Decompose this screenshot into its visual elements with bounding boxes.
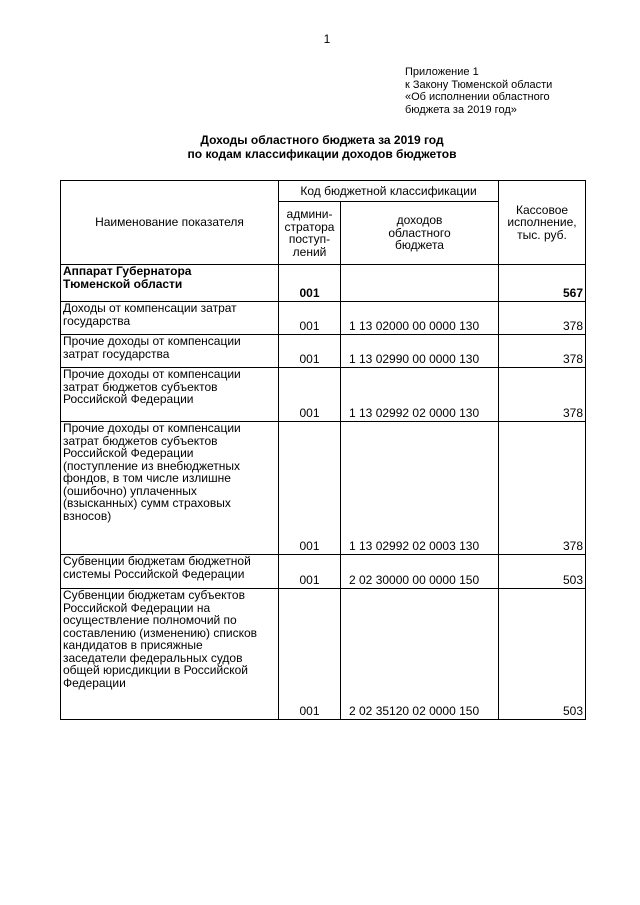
table-row: [61, 555, 586, 589]
row-name: [61, 265, 279, 302]
income-table: [60, 180, 586, 720]
row-name-line: Российской Федерации: [63, 446, 194, 460]
header-admin-line: поступ-: [288, 232, 331, 246]
row-admin-code: 001: [279, 555, 341, 589]
page-number: 1: [323, 32, 331, 46]
row-name-line: Российской Федерации: [63, 392, 194, 406]
header-amount-line: Кассовое: [515, 202, 569, 217]
row-admin-code: 001: [279, 335, 341, 368]
row-amount: 378: [499, 368, 586, 422]
row-name-line: кандидатов в присяжные: [63, 638, 203, 652]
header-admin-line: стратора: [284, 219, 335, 234]
row-amount: 503: [499, 555, 586, 589]
table-row: [61, 335, 586, 368]
row-admin-code: 001: [279, 265, 341, 302]
title-line-2: по кодам классификации доходов бюджетов: [187, 147, 457, 161]
row-income-code: 1 13 02992 02 0000 130: [341, 368, 499, 422]
row-admin-code: 001: [279, 368, 341, 422]
header-income: [341, 202, 499, 265]
row-name-line: Аппарат Губернатора: [63, 264, 192, 278]
row-name-line: Тюменской области: [63, 276, 183, 291]
row-amount: 567: [499, 265, 586, 302]
row-name-line: Прочие доходы от компенсации: [63, 367, 241, 381]
title-line-1: Доходы областного бюджета за 2019 год: [200, 133, 444, 147]
row-name-line: общей юрисдикции в Российской: [63, 663, 248, 677]
appendix-note: [405, 66, 552, 116]
row-name-line: составлению (изменению) списков: [63, 625, 258, 640]
header-income-line: доходов: [396, 213, 443, 228]
header-income-line: областного: [388, 225, 451, 240]
row-name-line: (поступление из внебюджетных: [63, 458, 241, 473]
header-row: [61, 181, 586, 202]
row-name-line: Российской Федерации на: [63, 600, 211, 615]
row-name-line: Федерации: [63, 675, 126, 690]
header-amount: [499, 181, 586, 265]
row-amount: 378: [499, 422, 586, 555]
row-name: [61, 302, 279, 335]
table-row: [61, 368, 586, 422]
row-name-line: затрат государства: [63, 346, 170, 361]
header-name: Наименование показателя: [61, 181, 279, 265]
table-row: [61, 265, 586, 302]
row-income-code: 1 13 02992 02 0003 130: [341, 422, 499, 555]
table-row: [61, 589, 586, 720]
header-admin-line: лений: [292, 244, 327, 259]
appendix-line: Приложение 1: [405, 66, 479, 78]
row-name-line: Доходы от компенсации затрат: [63, 301, 237, 315]
appendix-line: «Об исполнении областного: [405, 91, 550, 103]
row-name-line: фондов, в том числе излишне: [63, 471, 231, 485]
row-name-line: затрат бюджетов субъектов: [63, 379, 218, 394]
row-name-line: заседатели федеральных судов: [63, 650, 243, 665]
row-name: [61, 368, 279, 422]
row-income-code: 1 13 02000 00 0000 130: [341, 302, 499, 335]
row-amount: 378: [499, 335, 586, 368]
header-income-line: бюджета: [395, 238, 444, 253]
row-name-line: системы Российской Федерации: [63, 566, 245, 581]
appendix-line: бюджета за 2019 год»: [405, 103, 517, 116]
row-name-line: государства: [63, 313, 131, 328]
row-name: [61, 589, 279, 720]
row-name-line: взносов): [63, 508, 112, 523]
row-name-line: Прочие доходы от компенсации: [63, 421, 241, 435]
header-admin-line: админи-: [286, 207, 333, 221]
table-row: [61, 302, 586, 335]
row-name-line: (ошибочно) уплаченных: [63, 483, 197, 498]
table-row: [61, 422, 586, 555]
row-income-code: [341, 265, 499, 302]
row-amount: 378: [499, 302, 586, 335]
header-code-group: Код бюджетной классификации: [279, 181, 499, 202]
row-name-line: Субвенции бюджетам субъектов: [63, 588, 245, 602]
row-name-line: Субвенции бюджетам бюджетной: [63, 554, 251, 568]
document-title: [0, 133, 640, 161]
row-income-code: 1 13 02990 00 0000 130: [341, 335, 499, 368]
header-admin: [279, 202, 341, 265]
row-name: [61, 335, 279, 368]
income-table-body: [61, 181, 586, 720]
header-amount-line: исполнение,: [507, 215, 577, 230]
row-name-line: осуществление полномочий по: [63, 613, 237, 627]
row-admin-code: 001: [279, 422, 341, 555]
row-admin-code: 001: [279, 302, 341, 335]
row-name: [61, 555, 279, 589]
header-amount-line: тыс. руб.: [517, 227, 567, 242]
row-name-line: Прочие доходы от компенсации: [63, 334, 241, 348]
row-name: [61, 422, 279, 555]
row-name-line: затрат бюджетов субъектов: [63, 433, 218, 448]
row-income-code: 2 02 35120 02 0000 150: [341, 589, 499, 720]
row-amount: 503: [499, 589, 586, 720]
row-admin-code: 001: [279, 589, 341, 720]
row-income-code: 2 02 30000 00 0000 150: [341, 555, 499, 589]
row-name-line: (взысканных) сумм страховых: [63, 496, 231, 510]
appendix-line: к Закону Тюменской области: [405, 78, 553, 91]
